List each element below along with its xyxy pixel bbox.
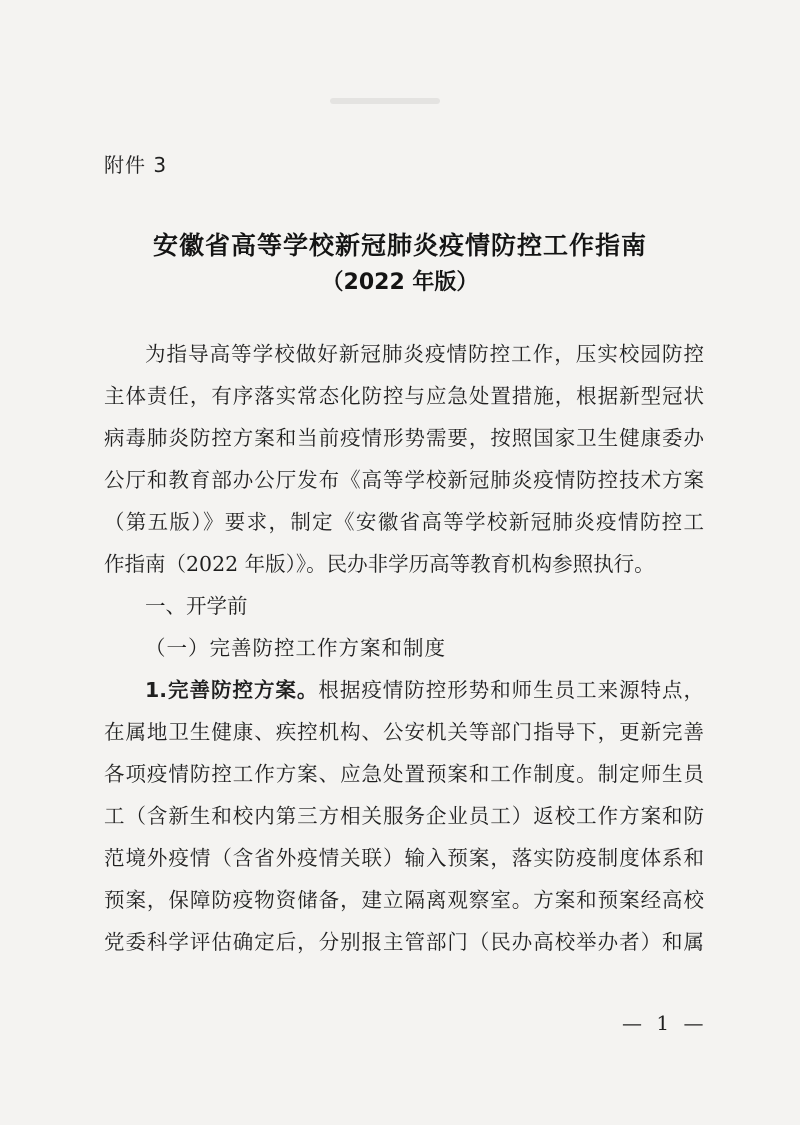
intro-line: 为指导高等学校做好新冠肺炎疫情防控工作，压实校园防控 (145, 342, 704, 366)
page-number: — 1 — (622, 1011, 708, 1035)
item-line: 党委科学评估确定后，分别报主管部门（民办高校举办者）和属 (104, 930, 704, 954)
intro-line: 主体责任，有序落实常态化防控与应急处置措施，根据新型冠状 (104, 384, 704, 408)
intro-line: 公厅和教育部办公厅发布《高等学校新冠肺炎疫情防控技术方案 (104, 468, 704, 492)
item-first-rest: 根据疫情防控形势和师生员工来源特点， (318, 678, 704, 702)
document-title: 安徽省高等学校新冠肺炎疫情防控工作指南 (152, 231, 647, 260)
item-line: 预案，保障防疫物资储备，建立隔离观察室。方案和预案经高校 (104, 888, 704, 912)
scan-smudge (330, 98, 440, 104)
section-heading: 一、开学前 (145, 594, 248, 618)
subsection-heading: （一）完善防控工作方案和制度 (145, 636, 446, 660)
item-line: 在属地卫生健康、疾控机构、公安机关等部门指导下，更新完善 (104, 720, 704, 744)
item-line: 工（含新生和校内第三方相关服务企业员工）返校工作方案和防 (104, 804, 704, 828)
item-lead: 1.完善防控方案。 (145, 678, 319, 702)
item-first-line (145, 675, 704, 705)
intro-line: 作指南（2022 年版）》。民办非学历高等教育机构参照执行。 (104, 552, 655, 576)
attachment-label: 附件 3 (104, 153, 168, 177)
intro-line: （第五版）》要求，制定《安徽省高等学校新冠肺炎疫情防控工 (104, 510, 704, 534)
document-edition: （2022 年版） (321, 270, 479, 295)
item-line: 各项疫情防控工作方案、应急处置预案和工作制度。制定师生员 (104, 762, 704, 786)
item-line: 范境外疫情（含省外疫情关联）输入预案，落实防疫制度体系和 (104, 846, 704, 870)
intro-line: 病毒肺炎防控方案和当前疫情形势需要，按照国家卫生健康委办 (104, 426, 704, 450)
